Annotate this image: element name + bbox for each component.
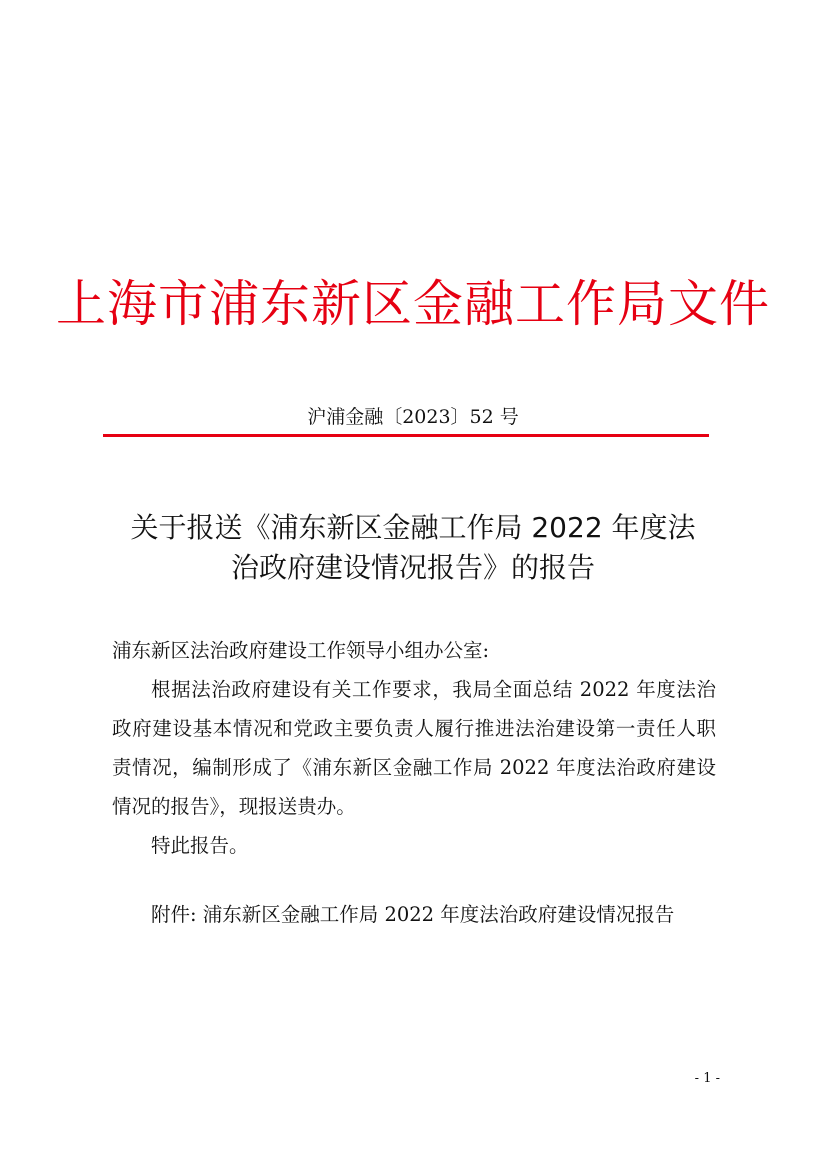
document-title <box>100 508 726 588</box>
masthead-title: 上海市浦东新区金融工作局文件 <box>56 275 770 333</box>
document-title-line-1: 关于报送《浦东新区金融工作局 2022 年度法 <box>130 511 696 544</box>
body-paragraph: 根据法治政府建设有关工作要求，我局全面总结 2022 年度法治政府建设基本情况和党政主要负责人履行推进法治建设第一责任人职责情况，编制形成了《浦东新区金融工作局 2022 年度法治政府建设情况的报告》，现报送贵办。 <box>112 678 716 818</box>
attachment-note: 附件: 浦东新区金融工作局 2022 年度法治政府建设情况报告 <box>151 903 675 926</box>
spacer <box>112 865 716 895</box>
salutation: 浦东新区法治政府建设工作领导小组办公室: <box>112 639 490 662</box>
document-number: 沪浦金融〔2023〕52 号 <box>307 406 519 428</box>
page-number: - 1 - <box>694 1071 720 1086</box>
document-title-line-2: 治政府建设情况报告》的报告 <box>230 551 595 584</box>
document-body <box>112 631 716 934</box>
red-divider-line <box>103 434 709 437</box>
closing-line: 特此报告。 <box>151 834 249 857</box>
